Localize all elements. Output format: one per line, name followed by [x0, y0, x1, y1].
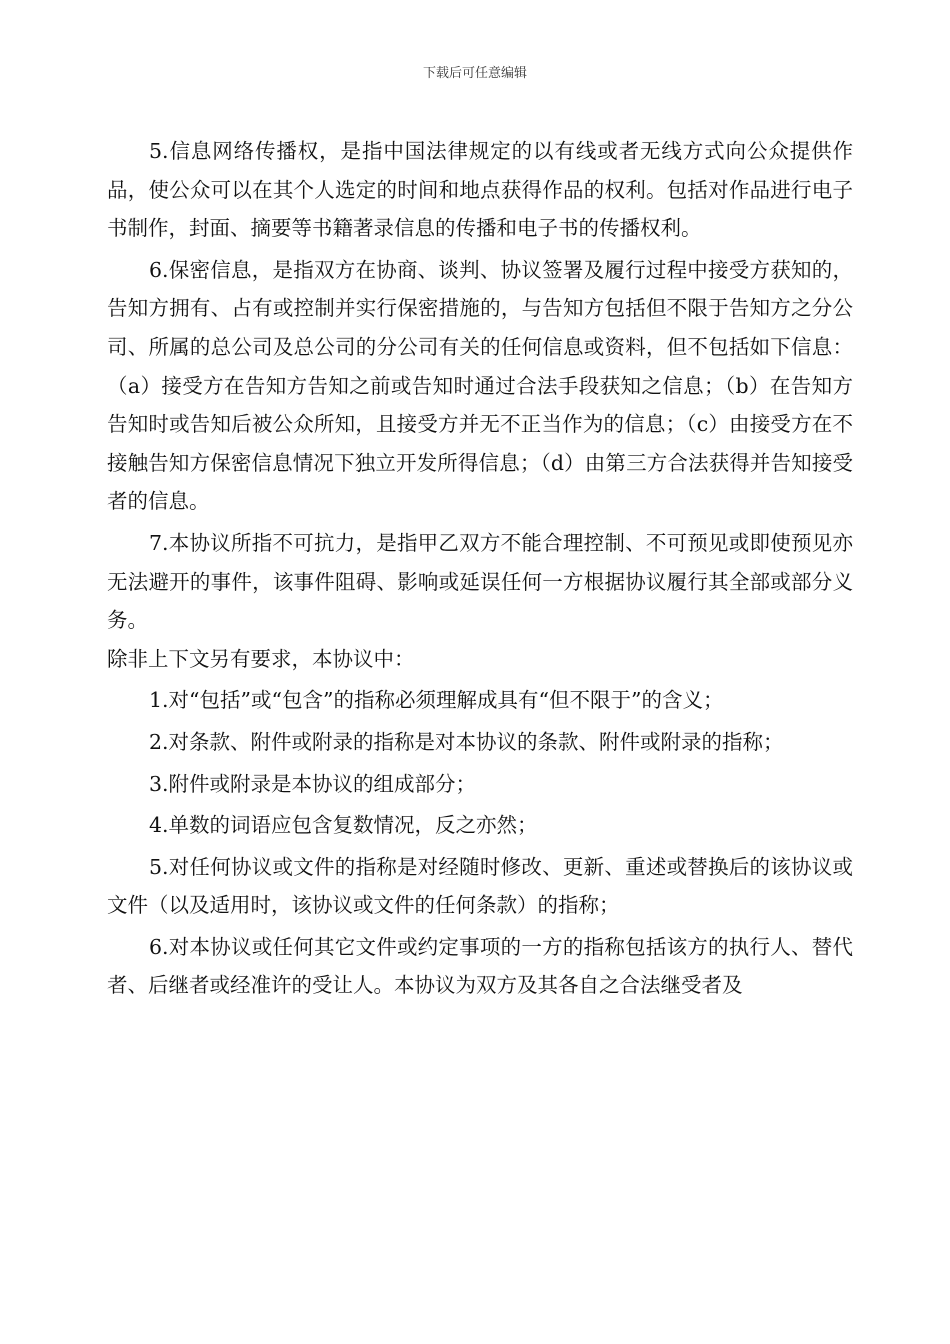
page-header: 下载后可任意编辑 — [422, 66, 527, 81]
paragraph-force-majeure: 7.本协议所指不可抗力，是指甲乙双方不能合理控制、不可预见或即使预见亦无法避开的事件，该事件阻碍、影响或延误任何一方根据协议履行其全部或部分义务。 — [107, 530, 853, 633]
paragraph-rule-6: 6.对本协议或任何其它文件或约定事项的一方的指称包括该方的执行人、替代者、后继者或经准许的受让人。本协议为双方及其各自之合法继受者及 — [107, 934, 853, 998]
paragraph-rule-2: 2.对条款、附件或附录的指称是对本协议的条款、附件或附录的指称； — [149, 729, 784, 754]
document-body — [107, 132, 853, 1005]
paragraph-rule-5: 5.对任何协议或文件的指称是对经随时修改、更新、重述或替换后的该协议或文件（以及适用时，该协议或文件的任何条款）的指称； — [107, 854, 853, 918]
paragraph-rule-1: 1.对“包括”或“包含”的指称必须理解成具有“但不限于”的含义； — [149, 688, 724, 713]
paragraph-confidential-info: 6.保密信息，是指双方在协商、谈判、协议签署及履行过程中接受方获知的，告知方拥有、占有或控制并实行保密措施的，与告知方包括但不限于告知方之分公司、所属的总公司及总公司的分公司有关的任何信息或资料，但不包括如下信息：（a）接受方在告知方告知之前或告知时通过合法手段获知之信息；（b）在告知方告知时或告知后被公众所知，且接受方并无不正当作为的信息；（c）由接受方在不接触告知方保密信息情况下独立开发所得信息；（d）由第三方合法获得并告知接受者的信息。 — [107, 257, 853, 514]
paragraph-rule-4: 4.单数的词语应包含复数情况，反之亦然； — [149, 813, 538, 838]
paragraph-interpretation-intro: 除非上下文另有要求，本协议中： — [107, 646, 415, 671]
paragraph-rule-3: 3.附件或附录是本协议的组成部分； — [149, 771, 477, 796]
paragraph-information-network: 5.信息网络传播权，是指中国法律规定的以有线或者无线方式向公众提供作品，使公众可以在其个人选定的时间和地点获得作品的权利。包括对作品进行电子书制作，封面、摘要等书籍著录信息的传播和电子书的传播权利。 — [107, 139, 853, 241]
